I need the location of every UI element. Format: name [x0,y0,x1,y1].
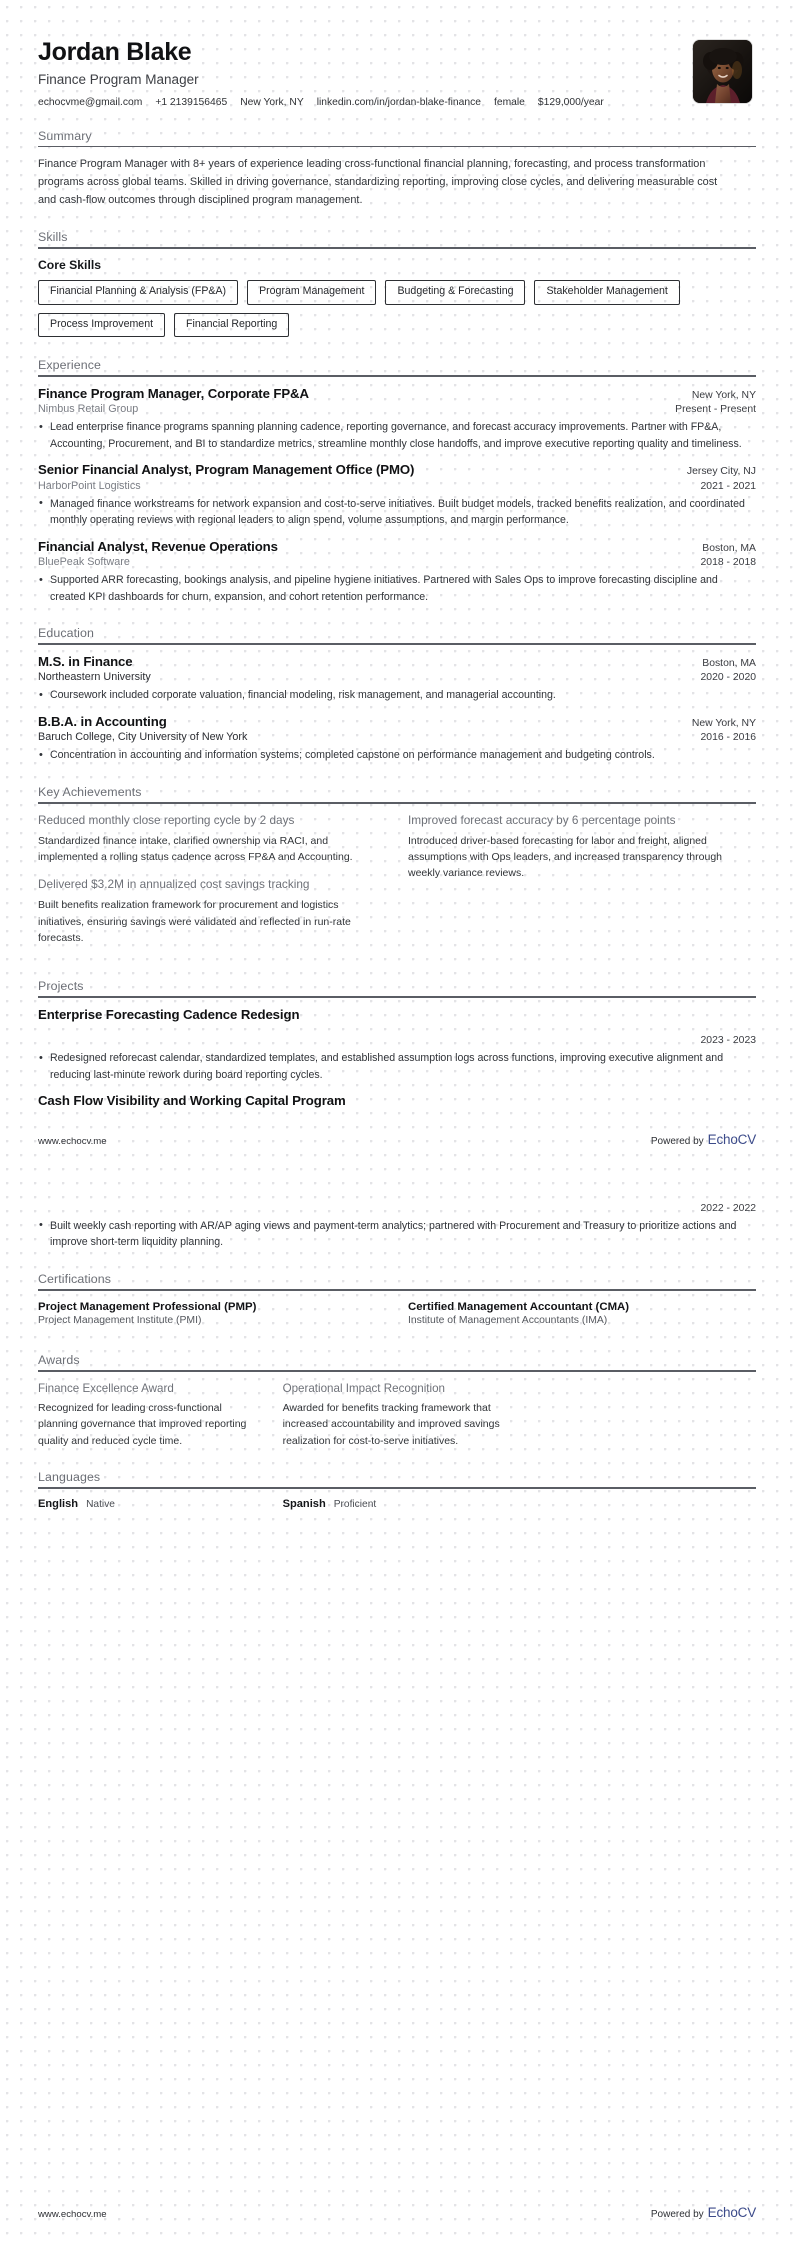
skill-chip[interactable]: Stakeholder Management [534,280,679,305]
experience-entry [38,539,756,606]
page-footer-one [0,1132,794,1147]
project-bullets [38,1050,756,1083]
experience-role: Senior Financial Analyst, Program Management Office (PMO) [38,462,415,478]
bullet-item: • Supported ARR forecasting, bookings analysis, and pipeline hygiene initiatives. Partnered with Sales Ops to improve forecasting discipline and created KPI dashboards for churn, expansion, and cohort retention performance. [38,572,756,605]
experience-role: Financial Analyst, Revenue Operations [38,538,278,554]
skill-chip[interactable]: Financial Reporting [174,313,289,338]
achievements-column-right [408,813,756,959]
language-name: Spanish [282,1497,326,1510]
contact-salary: $129,000/year [537,96,604,108]
project-entry-continued [38,1203,756,1251]
languages-column-spacer [527,1498,756,1510]
contact-location: New York, NY [240,96,304,108]
project-name: Cash Flow Visibility and Working Capital Program [38,1093,346,1109]
languages-column-right [283,1498,506,1510]
education-entry [38,714,756,764]
section-languages [38,1470,756,1510]
certification-item [408,1300,756,1327]
resume-sheet-one [0,0,794,1110]
section-projects [38,979,756,1110]
section-key-achievements [38,785,756,958]
experience-entry [38,386,756,453]
skill-chip[interactable]: Program Management [247,280,376,305]
certification-item [38,1300,386,1327]
section-heading-awards: Awards [38,1353,80,1368]
section-divider [38,247,756,249]
bullet-item: • Redesigned reforecast calendar, standardized templates, and established assumption logs across functions, improving executive alignment and reducing last-minute rework during board reporting cycles. [38,1050,756,1083]
section-awards [38,1353,756,1449]
award-description: Awarded for benefits tracking framework that increased accountability and improved savings realization for cost-to-serve initiatives. [282,1402,500,1447]
bullet-item: • Built weekly cash reporting with AR/AP aging views and payment-term analytics; partnered with Procurement and Treasury to prioritize actions and improve short-term liquidity planning. [38,1218,756,1251]
page-break-spacer [0,1147,794,1175]
education-bullets [38,687,756,704]
award-item [38,1381,261,1449]
bullet-item: • Coursework included corporate valuation, financial modeling, risk management, and managerial accounting. [38,687,756,704]
education-school: Northeastern University [38,671,151,684]
section-divider [38,643,756,645]
language-item [283,1498,506,1510]
section-divider [38,1370,756,1372]
experience-company: Nimbus Retail Group [38,403,139,416]
award-title: Finance Excellence Award [38,1381,174,1395]
project-name: Enterprise Forecasting Cadence Redesign [38,1006,300,1022]
experience-dates: 2021 - 2021 [700,480,756,492]
bullet-item: • Concentration in accounting and information systems; completed capstone on performance management and budgeting controls. [38,747,756,764]
project-entry [38,1007,756,1084]
section-education [38,626,756,764]
certification-issuer: Project Management Institute (PMI) [38,1315,202,1327]
section-heading-summary: Summary [38,128,92,143]
footer-powered-by [651,2205,756,2220]
award-item [283,1381,506,1449]
contact-email[interactable]: echocvme@gmail.com [38,96,143,108]
page-footer-two [0,2205,794,2220]
achievement-description: Standardized finance intake, clarified ownership via RACI, and implemented a rolling status cadence across FP&A and Accounting. [38,834,353,863]
brand-logo-echocv: EchoCV [707,1131,756,1147]
education-school: Baruch College, City University of New York [38,731,248,744]
resume-header [38,0,756,108]
experience-company: HarborPoint Logistics [38,479,141,492]
experience-location: Jersey City, NJ [686,466,756,478]
section-divider [38,996,756,998]
education-location: Boston, MA [702,657,756,669]
education-degree: M.S. in Finance [38,653,133,669]
experience-bullets [38,496,756,529]
footer-powered-label: Powered by [650,1135,704,1147]
section-skills [38,230,756,337]
project-dates: 2023 - 2023 [700,1035,756,1047]
bullet-item: • Managed finance workstreams for network expansion and cost-to-serve initiatives. Built budget models, tracked benefits realization, and coordinated monthly operating reviews with regional leaders to align spend, volume assumptions, and margin performance. [38,496,756,529]
achievement-title: Reduced monthly close reporting cycle by 2 days [38,812,295,827]
certification-issuer: Institute of Management Accountants (IMA) [408,1315,608,1327]
awards-column-left [38,1381,261,1449]
bullet-item: • Lead enterprise finance programs spanning planning cadence, reporting governance, and forecast accuracy improvements. Partner with FP&A, Accounting, Procurement, and BI to standardize metrics, streamline monthly close handoffs, and improve executive reporting quality and timeliness. [38,419,756,452]
skill-chip[interactable]: Budgeting & Forecasting [385,280,525,305]
achievement-title: Improved forecast accuracy by 6 percentage points [408,812,676,827]
achievement-item [38,877,386,946]
language-name: English [38,1497,79,1510]
experience-company: BluePeak Software [38,556,130,569]
experience-role: Finance Program Manager, Corporate FP&A [38,385,309,401]
award-title: Operational Impact Recognition [282,1381,445,1395]
education-location: New York, NY [691,717,756,729]
section-divider [38,375,756,377]
footer-url[interactable]: www.echocv.me [38,2209,107,2220]
award-description: Recognized for leading cross-functional planning governance that improved reporting quality and reduced cycle time. [38,1402,247,1447]
header-job-title: Finance Program Manager [38,71,199,87]
contact-phone[interactable]: +1 2139156465 [155,96,228,108]
section-divider [38,802,756,804]
contact-linkedin[interactable]: linkedin.com/in/jordan-blake-finance [316,96,481,108]
languages-column-left [38,1498,261,1510]
resume-sheet-two [0,1203,794,1510]
footer-powered-by [651,1132,756,1147]
section-heading-certifications: Certifications [38,1271,112,1286]
avatar [693,40,752,103]
footer-powered-label: Powered by [650,2209,704,2220]
awards-column-right [283,1381,506,1449]
section-divider [38,1289,756,1291]
section-heading-education: Education [38,626,95,641]
project-entry [38,1093,756,1110]
page-title: Jordan Blake [38,38,192,66]
experience-bullets [38,572,756,605]
brand-logo-echocv: EchoCV [707,2205,756,2220]
education-entry [38,654,756,704]
experience-location: New York, NY [691,389,756,401]
project-bullets [38,1218,756,1251]
achievement-title: Delivered $3.2M in annualized cost savings tracking [38,877,310,892]
language-level: Proficient [333,1498,377,1510]
section-heading-languages: Languages [38,1470,101,1485]
section-heading-experience: Experience [38,358,101,373]
certifications-column-right [408,1300,756,1333]
experience-dates: 2018 - 2018 [700,557,756,569]
awards-column-spacer [527,1381,756,1449]
experience-entry [38,462,756,529]
language-item [38,1498,261,1510]
certification-name: Certified Management Accountant (CMA) [408,1300,630,1313]
education-dates: 2016 - 2016 [700,732,756,744]
footer-url[interactable]: www.echocv.me [38,1135,107,1147]
certification-name: Project Management Professional (PMP) [38,1300,257,1313]
achievement-item [38,813,386,866]
section-divider [38,146,756,148]
experience-location: Boston, MA [702,542,756,554]
contact-row [38,97,693,108]
skill-chip-list [38,280,756,337]
education-dates: 2020 - 2020 [700,672,756,684]
achievements-column-left [38,813,386,959]
section-heading-achievements: Key Achievements [38,785,142,799]
experience-dates: Present - Present [675,404,756,416]
section-certifications [38,1272,756,1332]
header-identity [38,38,693,108]
achievement-description: Introduced driver-based forecasting for labor and freight, aligned assumptions with Ops leaders, and increased transparency through weekly variance reviews. [408,834,723,880]
summary-text: Finance Program Manager with 8+ years of experience leading cross-functional financial planning, forecasting, and process transformation programs across global teams. Skilled in driving governance, standardizing reporting, improving close cycles, and delivering measurable cost and cash-flow outcomes through disciplined program management. [38,158,718,206]
skill-chip[interactable]: Process Improvement [38,313,165,338]
section-heading-projects: Projects [38,979,84,994]
project-dates: 2022 - 2022 [700,1202,756,1214]
section-heading-skills: Skills [38,230,68,245]
achievement-item [408,813,756,882]
skill-chip[interactable]: Financial Planning & Analysis (FP&A) [38,280,238,305]
education-bullets [38,747,756,764]
achievement-description: Built benefits realization framework for procurement and logistics initiatives, ensuring savings were validated and reflected in run-rate forecasts. [38,899,351,944]
section-summary [38,129,756,210]
certifications-column-left [38,1300,386,1333]
skill-group-title: Core Skills [38,257,101,272]
education-degree: B.B.A. in Accounting [38,713,167,729]
section-experience [38,358,756,605]
language-level: Native [86,1498,115,1510]
experience-bullets [38,419,756,452]
section-divider [38,1487,756,1489]
contact-gender: female [494,96,525,108]
